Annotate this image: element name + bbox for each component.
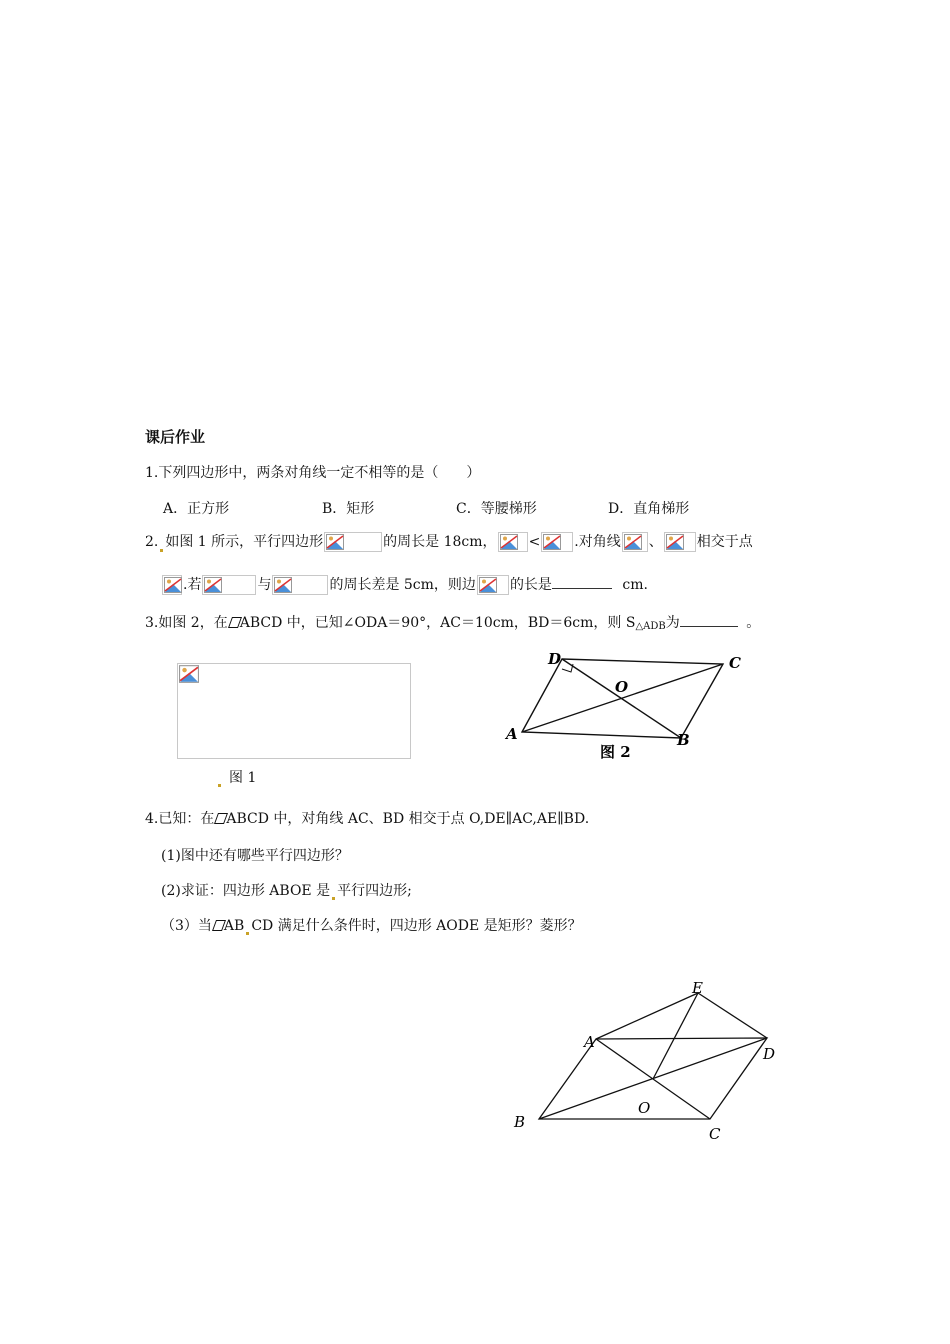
label-e: E bbox=[692, 979, 703, 997]
q4-part-1: (1)图中还有哪些平行四边形？ bbox=[161, 848, 349, 864]
label-o: O bbox=[638, 1099, 651, 1117]
q2-text: 与 bbox=[257, 577, 272, 593]
segment-ae bbox=[596, 993, 698, 1039]
figure-2-caption: 图 2 bbox=[600, 743, 631, 761]
label-b: B bbox=[514, 1113, 526, 1131]
label-a: A bbox=[506, 725, 518, 743]
question-4 bbox=[145, 808, 589, 828]
parallelogram-symbol bbox=[214, 813, 226, 823]
figure-2 bbox=[500, 645, 760, 765]
label-c: C bbox=[729, 654, 741, 672]
question-2-line-2 bbox=[161, 574, 648, 595]
q1-option-b: B．矩形 bbox=[322, 501, 375, 517]
q2-number: 2. bbox=[145, 534, 159, 550]
segment-eo bbox=[653, 993, 698, 1079]
q4-text: CD 满足什么条件时，四边形 AODE 是矩形？菱形？ bbox=[251, 918, 582, 934]
marker-dot bbox=[160, 549, 163, 552]
segment-de bbox=[698, 993, 767, 1038]
figure-1-caption: 图 1 bbox=[229, 770, 257, 786]
label-o: O bbox=[615, 678, 629, 696]
q4-text: 平行四边形; bbox=[337, 883, 412, 899]
answer-blank bbox=[552, 574, 612, 589]
broken-image-icon bbox=[498, 532, 528, 552]
q3-text: 为 bbox=[665, 615, 680, 631]
broken-image-icon bbox=[162, 575, 182, 595]
q2-text: < bbox=[528, 534, 541, 550]
q2-text: .对角线 bbox=[574, 534, 621, 550]
figure-1-placeholder bbox=[177, 663, 411, 759]
broken-image-icon bbox=[324, 532, 382, 552]
q1-option-d: D．直角梯形 bbox=[608, 501, 690, 517]
figure-3 bbox=[505, 975, 795, 1150]
q2-text: cm. bbox=[622, 577, 648, 593]
label-a: A bbox=[584, 1033, 595, 1051]
label-d: D bbox=[548, 650, 562, 668]
q2-text: 的长是 bbox=[509, 577, 552, 593]
question-3 bbox=[145, 612, 760, 632]
parallelogram-symbol bbox=[212, 920, 224, 930]
q4-part-3 bbox=[161, 915, 582, 935]
q3-text: 。 bbox=[746, 615, 761, 631]
q4-text: （3）当 bbox=[161, 918, 212, 934]
q1-option-a: A．正方形 bbox=[163, 501, 230, 517]
broken-image-icon bbox=[477, 575, 509, 595]
q2-text: 、 bbox=[648, 534, 663, 550]
q4-part-2 bbox=[161, 880, 412, 900]
diagonal-ac bbox=[522, 664, 723, 732]
q4-text: ABCD 中，对角线 AC、BD 相交于点 O,DE∥AC,AE∥BD. bbox=[226, 811, 590, 827]
broken-image-icon bbox=[622, 532, 648, 552]
diagonal-bd bbox=[562, 659, 681, 738]
figure-1-caption-row bbox=[216, 767, 256, 787]
q4-text: (2)求证：四边形 ABOE 是 bbox=[161, 883, 331, 899]
marker-dot bbox=[332, 897, 335, 900]
marker-dot bbox=[218, 784, 221, 787]
broken-image-icon bbox=[272, 575, 328, 595]
marker-dot bbox=[246, 932, 249, 935]
q2-text: .若 bbox=[183, 577, 202, 593]
q2-text: 相交于点 bbox=[696, 534, 753, 550]
q4-text: AB bbox=[223, 918, 245, 934]
answer-blank bbox=[680, 612, 738, 627]
q2-text: 的周长是 18cm， bbox=[383, 534, 497, 550]
parallelogram-symbol bbox=[228, 617, 240, 627]
broken-image-icon bbox=[179, 665, 199, 683]
q2-text: 的周长差是 5cm，则边 bbox=[329, 577, 476, 593]
question-2-line-1 bbox=[145, 531, 753, 552]
q2-text: 如图 1 所示，平行四边形 bbox=[165, 534, 324, 550]
broken-image-icon bbox=[664, 532, 696, 552]
q3-text: ABCD 中，已知∠ODA＝90°，AC＝10cm，BD＝6cm，则 S bbox=[239, 615, 636, 631]
q3-subscript: △ADB bbox=[635, 621, 666, 632]
broken-image-icon bbox=[541, 532, 573, 552]
label-b: B bbox=[677, 731, 690, 749]
broken-image-icon bbox=[202, 575, 256, 595]
label-d: D bbox=[763, 1045, 776, 1063]
question-1: 1.下列四边形中，两条对角线一定不相等的是（ ） bbox=[145, 465, 481, 481]
q4-text: 4.已知：在 bbox=[145, 811, 215, 827]
section-title: 课后作业 bbox=[145, 428, 206, 446]
label-c: C bbox=[709, 1125, 721, 1143]
q3-text: 3.如图 2，在 bbox=[145, 615, 228, 631]
q1-option-c: C．等腰梯形 bbox=[456, 501, 537, 517]
